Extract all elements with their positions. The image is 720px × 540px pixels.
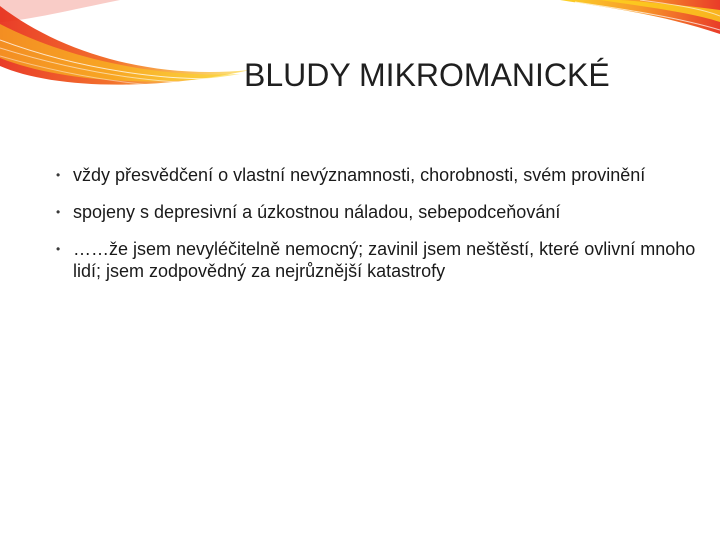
slide-title: BLUDY MIKROMANICKÉ xyxy=(244,57,610,93)
bullet-item xyxy=(56,238,696,282)
right-swoosh xyxy=(560,0,720,34)
bullet-marker: • xyxy=(56,205,61,219)
bullet-text: vždy přesvědčení o vlastní nevýznamnosti, chorobnosti, svém provinění xyxy=(73,165,646,185)
bullet-item xyxy=(56,201,696,223)
left-swoosh xyxy=(0,0,250,87)
bullet-text: spojeny s depresivní a úzkostnou náladou, sebepodceňování xyxy=(73,202,561,222)
bullet-item xyxy=(56,164,696,186)
bullet-text: ……že jsem nevyléčitelně nemocný; zavinil jsem neštěstí, které ovlivní mnoho lidí; jsem zodpovědný za nejrůznější katastrofy xyxy=(73,239,696,281)
bullet-list xyxy=(56,164,696,297)
bullet-marker: • xyxy=(56,242,61,256)
bullet-marker: • xyxy=(56,168,61,182)
